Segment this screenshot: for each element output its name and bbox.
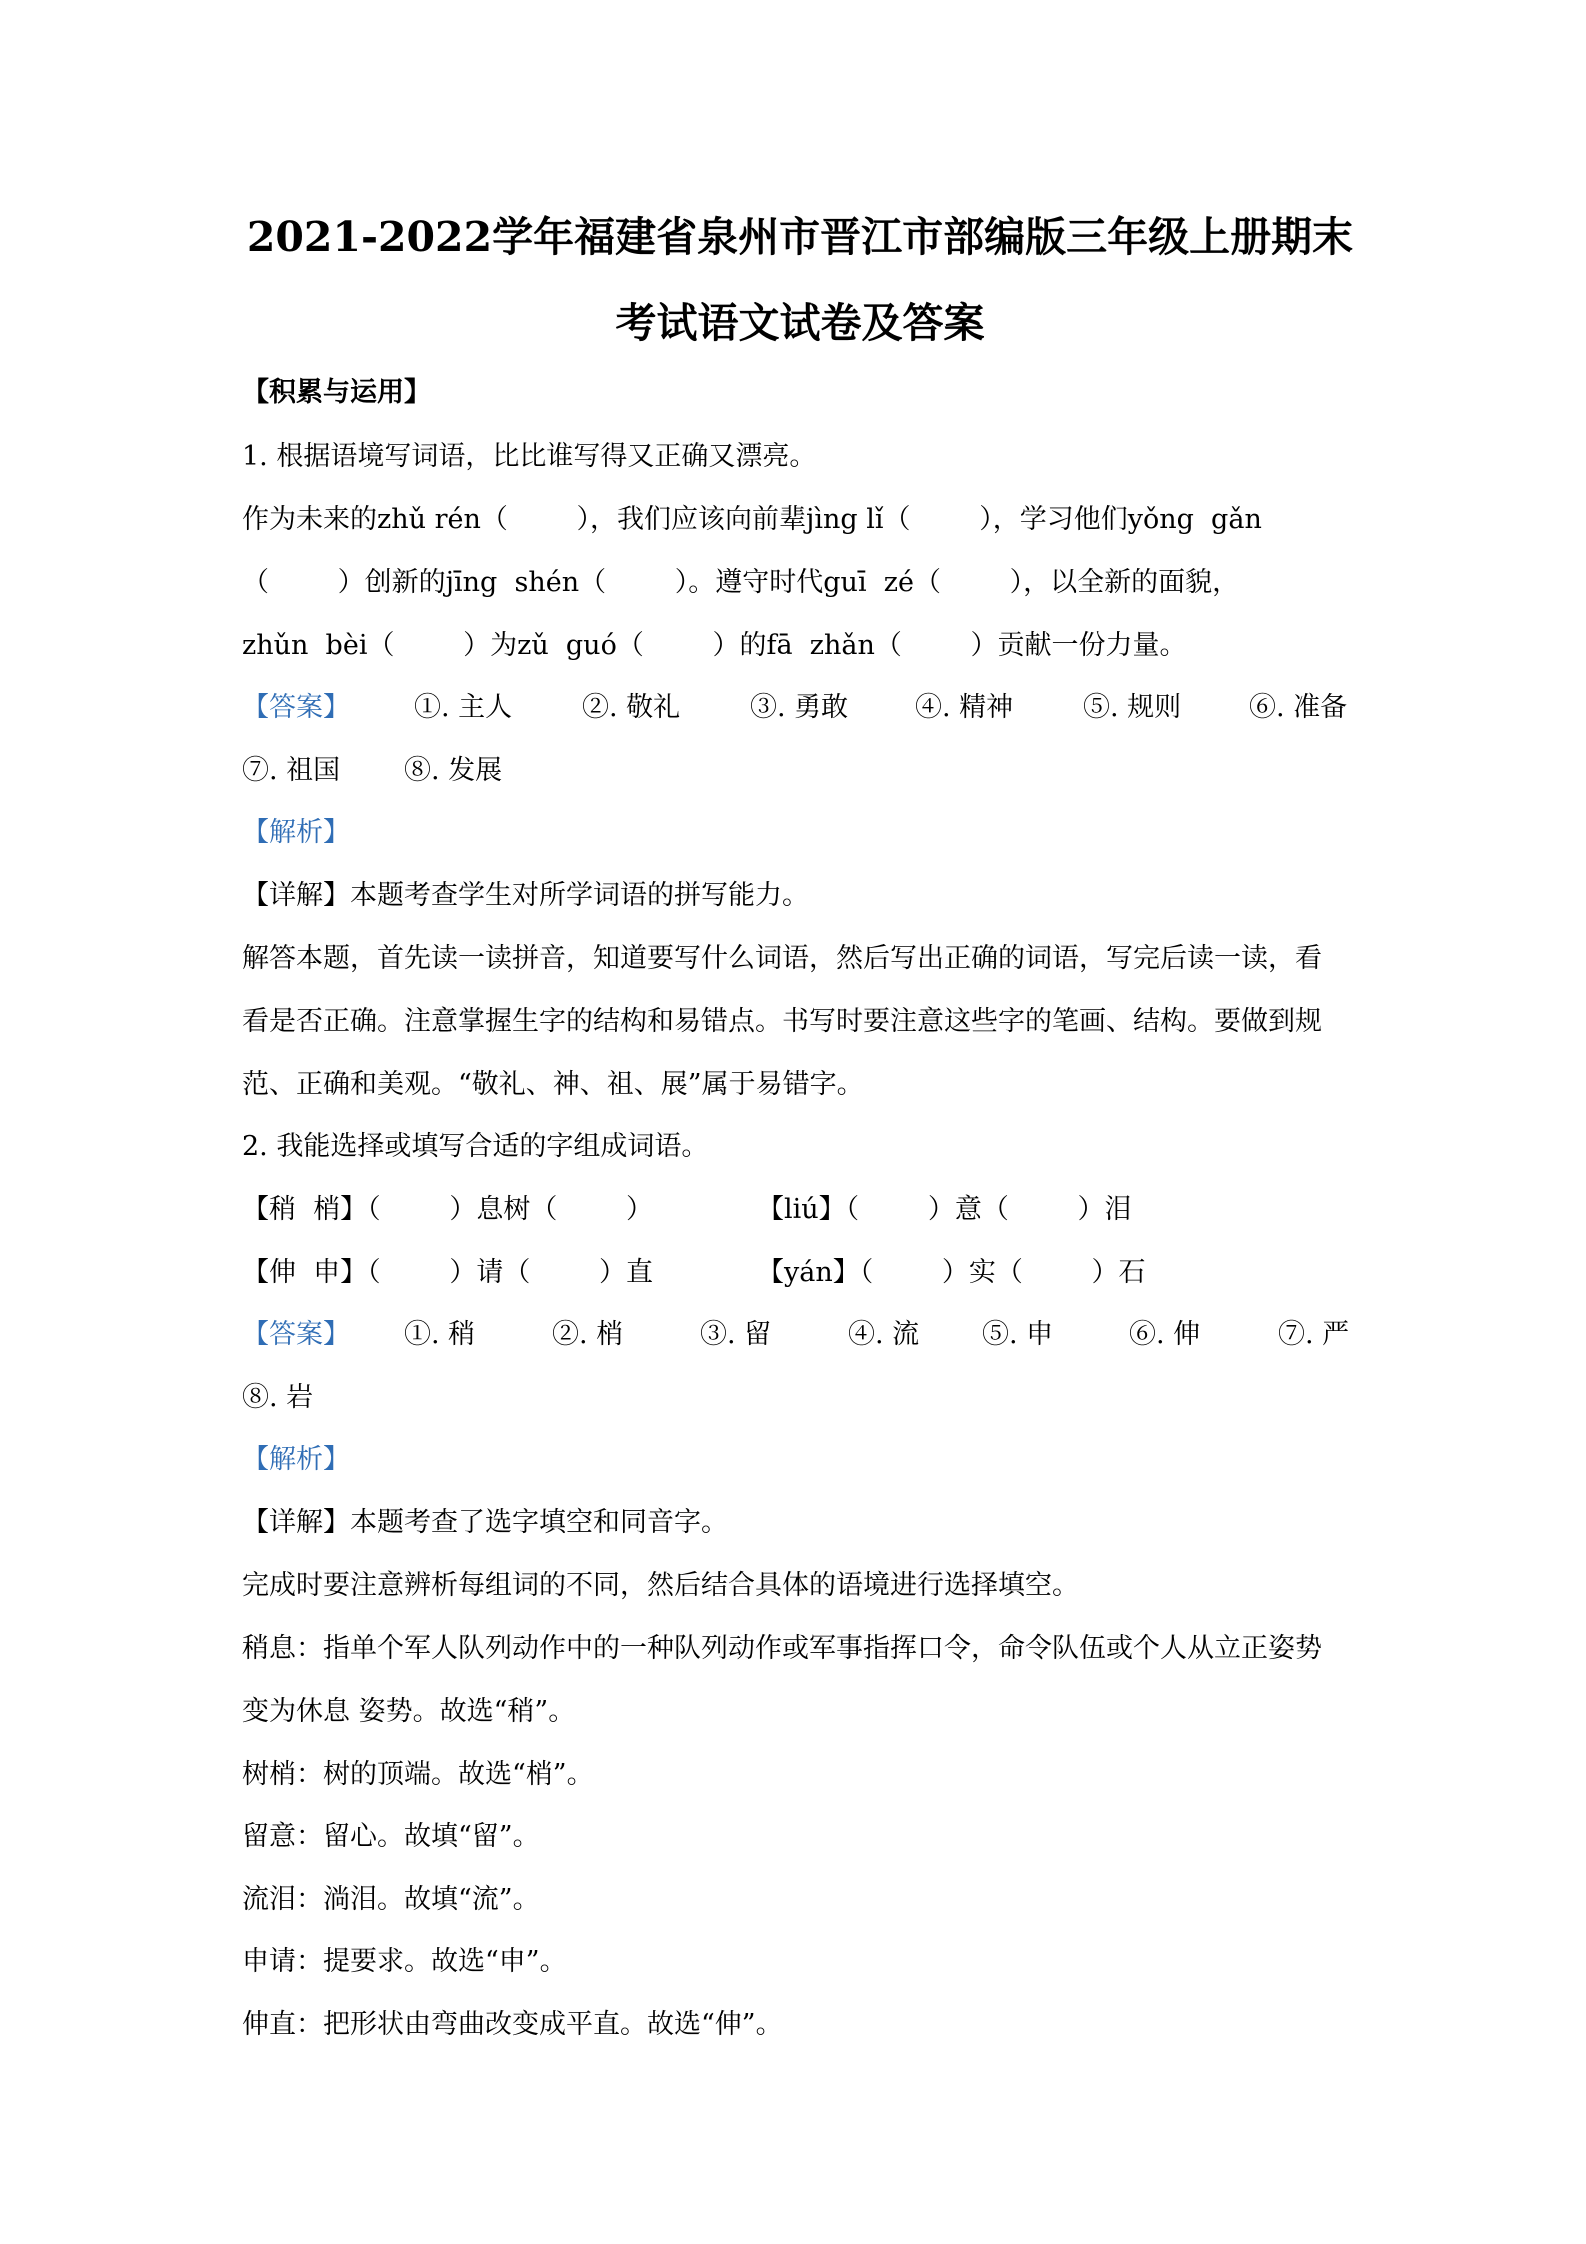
q2-explain-line: 变为休息 姿势。故选“稍”。	[242, 1696, 576, 1727]
q1-answer-label: 【答案】	[242, 692, 350, 723]
q2-explain-line: 申请：提要求。故选“申”。	[242, 1946, 567, 1977]
q1-analysis-label: 【解析】	[242, 817, 350, 848]
q2-answer-6: ⑥. 伸	[1129, 1319, 1201, 1350]
q1-explain-line-2: 看是否正确。注意掌握生字的结构和易错点。书写时要注意这些字的笔画、结构。要做到规	[242, 1006, 1322, 1037]
section-heading: 【积累与运用】	[242, 377, 431, 408]
q2-row1-right: 【liú】（ ）意（ ）泪	[757, 1194, 1132, 1225]
doc-title-line-1: 2021-2022学年福建省泉州市晋江市部编版三年级上册期末	[246, 213, 1354, 261]
q2-explain-line: 稍息：指单个军人队列动作中的一种队列动作或军事指挥口令，命令队伍或个人从立正姿势	[242, 1633, 1322, 1664]
q2-answer-8: ⑧. 岩	[242, 1382, 314, 1413]
doc-title-line-2: 考试语文试卷及答案	[615, 299, 985, 347]
q2-row2-right: 【yán】（ ）实（ ）石	[757, 1257, 1146, 1288]
q1-detail: 【详解】本题考查学生对所学词语的拼写能力。	[242, 880, 809, 911]
q1-answer-8: ⑧. 发展	[404, 755, 503, 786]
q2-detail: 【详解】本题考查了选字填空和同音字。	[242, 1507, 728, 1538]
q2-explain-line: 伸直：把形状由弯曲改变成平直。故选“伸”。	[242, 2009, 783, 2040]
q1-explain-line-1: 解答本题，首先读一读拼音，知道要写什么词语，然后写出正确的词语，写完后读一读，看	[242, 943, 1322, 974]
q2-answer-1: ①. 稍	[404, 1319, 476, 1350]
q2-explain-line: 流泪：淌泪。故填“流”。	[242, 1884, 540, 1915]
q2-stem: 2. 我能选择或填写合适的字组成词语。	[242, 1131, 709, 1162]
q2-answer-label: 【答案】	[242, 1319, 350, 1350]
q1-answer-5: ⑤. 规则	[1083, 692, 1182, 723]
q2-explain-line: 树梢：树的顶端。故选“梢”。	[242, 1759, 594, 1790]
q1-answer-4: ④. 精神	[915, 692, 1014, 723]
q2-answer-3: ③. 留	[700, 1319, 772, 1350]
q2-analysis-label: 【解析】	[242, 1444, 350, 1475]
q1-text-line-1: 作为未来的zhǔ rén（ ），我们应该向前辈jìng lǐ（ ），学习他们yǒng gǎn	[242, 504, 1262, 535]
q1-answer-7: ⑦. 祖国	[242, 755, 341, 786]
q1-text-line-2: （ ）创新的jīng shén（ ）。遵守时代guī zé（ ），以全新的面貌，	[242, 567, 1240, 598]
q2-answer-5: ⑤. 申	[982, 1319, 1054, 1350]
q2-row1-left: 【稍 梢】（ ）息树（ ）	[242, 1194, 653, 1225]
q1-answer-3: ③. 勇敢	[750, 692, 849, 723]
q2-answer-7: ⑦. 严	[1278, 1319, 1350, 1350]
q2-explain-line: 完成时要注意辨析每组词的不同，然后结合具体的语境进行选择填空。	[242, 1570, 1079, 1601]
q1-answer-1: ①. 主人	[414, 692, 513, 723]
q1-answer-6: ⑥. 准备	[1249, 692, 1348, 723]
q1-text-line-3: zhǔn bèi（ ）为zǔ guó（ ）的fā zhǎn（ ）贡献一份力量。	[242, 630, 1187, 661]
q1-answer-2: ②. 敬礼	[582, 692, 681, 723]
q2-row2-left: 【伸 申】（ ）请（ ）直	[242, 1257, 653, 1288]
q2-answer-2: ②. 梢	[552, 1319, 624, 1350]
q2-explain-line: 留意：留心。故填“留”。	[242, 1821, 540, 1852]
q1-stem: 1. 根据语境写词语，比比谁写得又正确又漂亮。	[242, 441, 817, 472]
q2-answer-4: ④. 流	[848, 1319, 920, 1350]
q1-explain-line-3: 范、正确和美观。“敬礼、神、祖、展”属于易错字。	[242, 1069, 864, 1100]
